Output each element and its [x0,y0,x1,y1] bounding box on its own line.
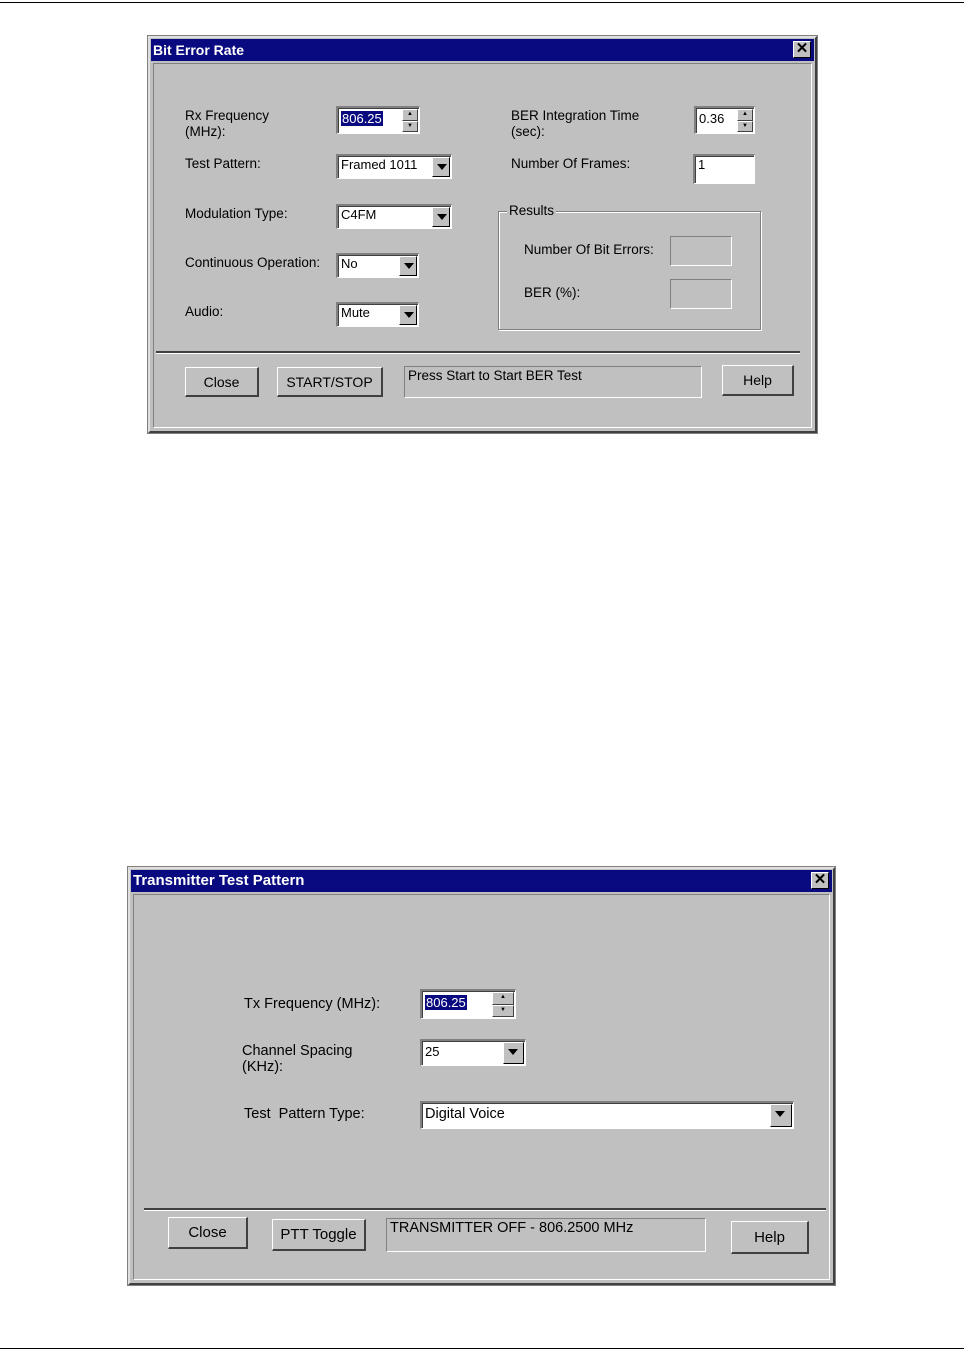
ber-body [153,63,812,428]
ber-titlebar [151,39,814,61]
ptt-toggle-button[interactable]: PTT Toggle [272,1219,366,1251]
ttp-titlebar [131,870,832,892]
spin-down-icon[interactable]: ▼ [492,1005,514,1018]
chevron-down-icon[interactable] [399,256,417,276]
close-icon: ✕ [813,871,827,888]
number-of-frames-input[interactable] [693,154,755,184]
channel-spacing-select[interactable] [420,1039,526,1066]
test-pattern-type-select[interactable] [420,1101,794,1129]
results-group [498,203,761,330]
channel-spacing-label: Channel Spacing (KHz): [242,1043,353,1075]
start-stop-button[interactable]: START/STOP [277,367,383,397]
audio-label: Audio: [185,304,224,319]
modulation-type-select[interactable] [336,204,452,229]
ttp-close-x-button[interactable] [811,872,829,889]
rx-frequency-spinner[interactable] [402,109,418,132]
ber-help-button[interactable]: Help [722,365,794,396]
ber-integration-time-value: 0.36 [699,111,725,126]
spin-up-icon[interactable]: ▲ [402,109,418,121]
ber-percent-label: BER (%): [524,285,581,300]
page-top-rule [0,2,964,3]
spin-up-icon[interactable]: ▲ [737,109,753,121]
continuous-operation-select[interactable] [336,253,419,278]
close-icon: ✕ [795,40,809,57]
modulation-type-label: Modulation Type: [185,206,288,221]
page-bottom-rule [0,1348,964,1349]
chevron-down-icon[interactable] [432,207,450,227]
audio-value: Mute [341,305,370,320]
ttp-status-text: TRANSMITTER OFF - 806.2500 MHz [386,1218,706,1252]
tx-frequency-spinbox[interactable] [420,989,516,1019]
bit-error-rate-dialog [148,36,817,433]
spin-down-icon[interactable]: ▼ [402,121,418,133]
test-pattern-type-value: Digital Voice [425,1106,505,1122]
ber-integration-spinner[interactable] [737,109,753,132]
rx-frequency-label: Rx Frequency (MHz): [185,108,270,139]
ber-close-button[interactable]: Close [185,367,259,397]
spin-down-icon[interactable]: ▼ [737,121,753,133]
ttp-separator [144,1208,826,1211]
rx-frequency-value: 806.25 [342,111,382,126]
bit-errors-label: Number Of Bit Errors: [524,242,654,257]
chevron-down-icon[interactable] [503,1042,524,1064]
ber-percent-output [670,279,732,309]
number-of-frames-label: Number Of Frames: [511,156,631,171]
number-of-frames-value: 1 [698,157,706,172]
results-group-title: Results [509,203,555,218]
chevron-down-icon[interactable] [432,157,450,177]
rx-frequency-spinbox[interactable] [336,106,420,134]
tx-frequency-label: Tx Frequency (MHz): [244,996,381,1012]
ber-status-text: Press Start to Start BER Test [404,366,702,398]
ber-separator [156,351,800,354]
tx-frequency-spinner[interactable] [492,992,514,1017]
test-pattern-label: Test Pattern: [185,156,261,171]
test-pattern-select[interactable] [336,154,452,179]
ber-dialog-title: Bit Error Rate [153,42,245,58]
audio-select[interactable] [336,302,419,327]
ttp-body [133,894,830,1280]
continuous-operation-value: No [341,256,358,271]
transmitter-test-pattern-dialog [128,867,835,1285]
ber-integration-time-spinbox[interactable] [694,106,755,134]
chevron-down-icon[interactable] [770,1104,792,1127]
ber-close-x-button[interactable] [793,41,811,58]
ttp-close-button[interactable]: Close [168,1217,248,1249]
test-pattern-value: Framed 1011 [341,157,418,172]
channel-spacing-value: 25 [425,1044,440,1059]
bit-errors-output [670,236,732,266]
ber-integration-time-label: BER Integration Time (sec): [511,108,640,139]
ttp-help-button[interactable]: Help [731,1221,809,1254]
modulation-type-value: C4FM [341,207,377,222]
ttp-dialog-title: Transmitter Test Pattern [133,872,305,889]
chevron-down-icon[interactable] [399,305,417,325]
continuous-operation-label: Continuous Operation: [185,255,321,270]
spin-up-icon[interactable]: ▲ [492,992,514,1005]
tx-frequency-value: 806.25 [426,995,466,1010]
test-pattern-type-label: Test Pattern Type: [244,1106,365,1122]
